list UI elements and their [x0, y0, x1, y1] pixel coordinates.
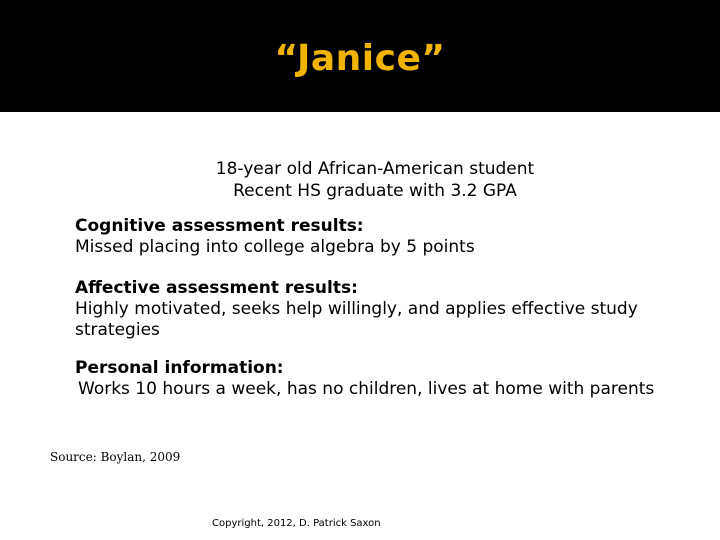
cognitive-section: [75, 216, 675, 258]
affective-body: Highly motivated, seeks help willingly, and applies effective study strategies: [75, 299, 638, 340]
personal-section: [75, 358, 675, 400]
intro-line-graduate: Recent HS graduate with 3.2 GPA: [233, 181, 517, 201]
cognitive-heading: Cognitive assessment results:: [75, 216, 364, 236]
cognitive-body: Missed placing into college algebra by 5 points: [75, 237, 475, 257]
slide-title: “Janice”: [274, 38, 446, 79]
affective-heading: Affective assessment results:: [75, 278, 358, 298]
intro-block: [150, 158, 600, 202]
copyright-notice: Copyright, 2012, D. Patrick Saxon: [212, 518, 381, 529]
intro-line-age: 18-year old African-American student: [215, 159, 535, 179]
personal-heading: Personal information:: [75, 358, 284, 378]
source-citation: Source: Boylan, 2009: [50, 450, 181, 464]
title-bar: [0, 0, 720, 112]
personal-body: Works 10 hours a week, has no children, lives at home with parents: [78, 379, 655, 399]
affective-section: [75, 278, 675, 341]
